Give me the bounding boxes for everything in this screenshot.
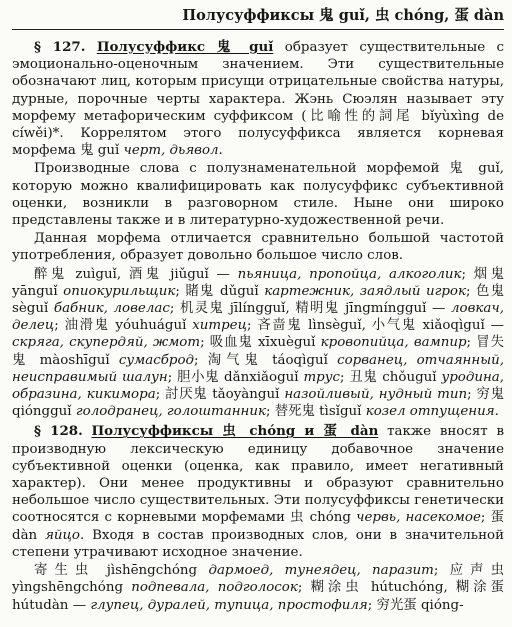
- example-gloss: скряга, скупердяй, жмот: [12, 335, 201, 351]
- example-gloss: назойливый, нудный тип: [284, 387, 468, 403]
- examples-chong-dan: [12, 562, 504, 614]
- example-gloss: картежник, заядлый игрок: [264, 283, 466, 299]
- example-word: ; 油滑鬼 yóuhuáguǐ: [54, 318, 193, 334]
- example-word: ; 吸血鬼 xīxuèguǐ: [200, 335, 321, 351]
- section-128-number: § 128.: [34, 423, 83, 440]
- example-word: 寄生虫 jìshēngchóng: [34, 563, 209, 579]
- running-head: [12, 5, 504, 30]
- example-gloss: опиокурильщик: [63, 283, 176, 299]
- section-128-heading: Полусуффиксы 虫 chóng и 蛋 dàn: [91, 423, 379, 440]
- example-gloss: хитрец: [192, 318, 247, 334]
- example-gloss: глупец, дуралей, тупица, простофиля: [90, 597, 368, 613]
- section-127-paragraph-3: Данная морфема отличается сравнительно большой частотой употребления, образует довольно большое число слов.: [12, 231, 504, 264]
- example-word: ; 胆小鬼 dǎnxiǎoguǐ: [167, 369, 304, 385]
- example-word: ; 賭鬼 dǔguǐ: [175, 283, 265, 299]
- section-127-number: § 127.: [34, 39, 86, 55]
- section-128-text-end: Входя в состав производных слов, они в значительной степени утрачивают исходное значение.: [12, 527, 505, 560]
- section-128-paragraph: [12, 423, 504, 561]
- example-word: ; 替死鬼 tìsǐguǐ: [265, 404, 366, 420]
- example-word: ; 冒失鬼 màoshīguǐ: [12, 335, 504, 368]
- example-word: ; 丑鬼 chǒuguǐ: [340, 369, 442, 385]
- example-gloss: ловкач, делец: [12, 301, 504, 334]
- examples-gui: [12, 266, 504, 421]
- example-word: ; 討厌鬼 tǎoyànguǐ: [155, 387, 285, 403]
- section-127-text: образует существительные с эмоционально-оценочным значением. Эти существительные обозначают лиц, которым присущи отрицательные свойства натуры, дурные, порочные черты характера. Жэнь Сюэлян называет эту морфему метафорическим суффиксом (比喻性的詞尾 bǐyùxìng de cíwěi)*. Коррелятом этого полусуффикса является корневая морфема 鬼 guǐ: [12, 40, 505, 159]
- example-gloss: сумасброд: [118, 352, 195, 368]
- example-gloss: бабник, ловелас: [53, 301, 170, 317]
- example-word: ; 烟鬼 yānguǐ: [12, 266, 504, 299]
- section-128-text-mid: ; 蛋 dàn: [12, 510, 504, 543]
- page-title: Полусуффиксы 鬼 guǐ, 虫 chóng, 蛋 dàn: [182, 7, 504, 24]
- example-gloss: дармоед, тунеядец, паразит: [208, 563, 434, 579]
- example-word: ; 色鬼 sèguǐ: [12, 283, 504, 317]
- example-word: ; 糊涂虫 hútuchóng, 糊涂蛋 hútudàn —: [12, 580, 504, 613]
- example-word: ; 吝啬鬼 lìnsèguǐ, 小气鬼 xiǎoqìguǐ —: [246, 318, 504, 334]
- section-127-gloss: черт, дьявол.: [123, 143, 223, 159]
- example-gloss: голодранец, голоштанник: [75, 404, 266, 420]
- section-127-paragraph: [12, 39, 504, 159]
- example-gloss: трус: [303, 369, 340, 385]
- example-word: ; 穷鬼 qióngguǐ: [12, 387, 505, 420]
- example-gloss: кровопийца, вампир: [320, 335, 467, 351]
- example-gloss: уродина, образина, кикимора: [12, 369, 505, 403]
- section-127-paragraph-2: Производные слова с полузнаменательной морфемой 鬼 guǐ, которую можно квалифицировать как полусуффикс субъективной оценки, возникли в разговорном стиле. Ныне они широко представлены также и в литературно-художественной речи.: [12, 161, 504, 229]
- example-gloss: подпевала, подголосок: [131, 580, 298, 596]
- example-word: ; 穷光蛋 qióng-: [367, 597, 464, 613]
- example-word: ; 淘气鬼 táoqìguǐ: [194, 352, 338, 368]
- section-128-gloss-dan: яйцо.: [45, 527, 85, 543]
- example-word: 醉鬼 zuìguǐ, 酒鬼 jiǔguǐ —: [34, 266, 238, 282]
- section-127-heading: Полусуффикс 鬼 guǐ: [96, 39, 274, 55]
- example-word: ; 应声虫 yìngshēngchóng: [12, 563, 504, 596]
- example-gloss: пьяница, пропойца, алкоголик: [237, 266, 462, 282]
- section-128-gloss-chong: червь, насекомое: [356, 510, 481, 526]
- example-gloss: сорванец, отчаянный, неисправимый шалун: [12, 352, 504, 385]
- example-gloss: козел отпущения.: [365, 404, 499, 420]
- example-word: ; 机灵鬼 jīlíngguǐ, 精明鬼 jīngmíngguǐ —: [169, 301, 452, 317]
- section-128-text: также вносят в производную лексическую единицу добавочное значение субъективной оценки (оценка, как правило, имеет негативный характер). Они менее продуктивны и образуют сравнительно небольшое число существительных. Эти полусуффиксы генетически соотносятся с корневыми морфемами 虫 chóng: [12, 424, 504, 526]
